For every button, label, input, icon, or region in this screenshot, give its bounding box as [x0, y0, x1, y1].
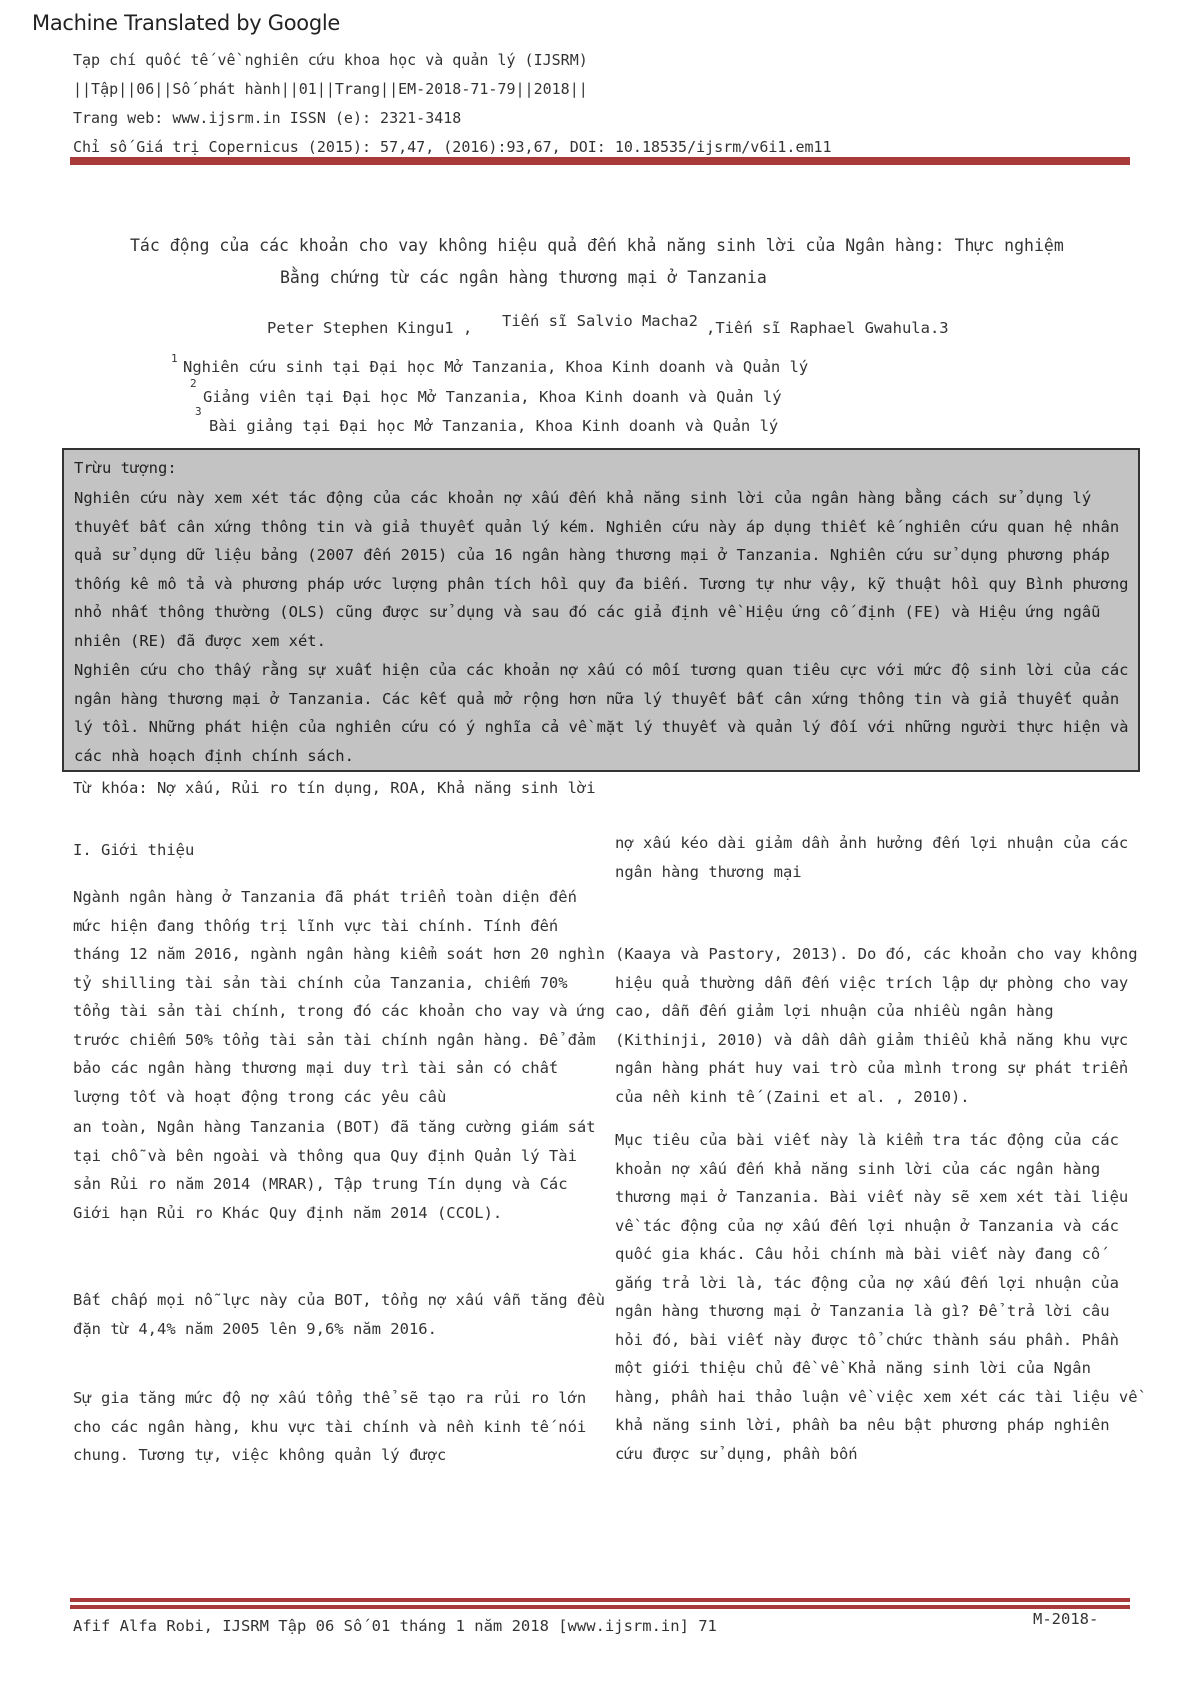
footer-citation: Afif Alfa Robi, IJSRM Tập 06 Số 01 tháng 1 năm 2018 [www.ijsrm.in] 71 — [73, 1617, 717, 1635]
paper-title-line-1: Tác động của các khoản cho vay không hiệu quả đến khả năng sinh lời của Ngân hàng: Thực nghiệm — [130, 236, 1064, 255]
journal-website-issn: Trang web: www.ijsrm.in ISSN (e): 2321-3418 — [73, 109, 462, 127]
intro-paragraph-1: Ngành ngân hàng ở Tanzania đã phát triển toàn diện đến mức hiện đang thống trị lĩnh vực tài chính. Tính đến tháng 12 năm 2016, ngành ngân hàng kiểm soát hơn 20 nghìn tỷ shilling tài sản tài chính của Tanzania, chiếm 70% tổng tài sản tài chính, trong đó các khoản cho vay và ứng trước chiếm 50% tổng tài sản tài chính ngân hàng. Để đảm bảo các ngân hàng thương mại duy trì tài sản có chất lượng tốt và hoạt động trong các yêu cầu — [73, 888, 605, 1106]
affiliation-2-text: Giảng viên tại Đại học Mở Tanzania, Khoa Kinh doanh và Quản lý — [203, 388, 782, 406]
paper-title-line-2: Bằng chứng từ các ngân hàng thương mại ở Tanzania — [280, 268, 767, 287]
section-heading-introduction: I. Giới thiệu — [73, 841, 195, 859]
abstract-paragraph-2: Nghiên cứu cho thấy rằng sự xuất hiện của các khoản nợ xấu có mối tương quan tiêu cực với mức độ sinh lời của các ngân hàng thương mại ở Tanzania. Các kết quả mở rộng hơn nữa lý thuyết bất cân xứng thông tin và giả thuyết quản lý tồi. Những phát hiện của nghiên cứu có ý nghĩa cả về mặt lý thuyết và quản lý đối với những người thực hiện và các nhà hoạch định chính sách. — [74, 661, 1129, 765]
right-paragraph-1: nợ xấu kéo dài giảm dần ảnh hưởng đến lợi nhuận của các ngân hàng thương mại — [615, 834, 1129, 881]
intro-paragraph-1-continued: an toàn, Ngân hàng Tanzania (BOT) đã tăng cường giám sát tại chỗ và bên ngoài và thông qua Quy định Quản lý Tài sản Rủi ro năm 2014 (MRAR), Tập trung Tín dụng và Các Giới hạn Rủi ro Khác Quy định năm 2014 (CCOL). — [73, 1118, 596, 1222]
abstract-heading: Trừu tượng: — [74, 459, 177, 477]
journal-name: Tạp chí quốc tế về nghiên cứu khoa học và quản lý (IJSRM) — [73, 51, 588, 69]
keywords: Từ khóa: Nợ xấu, Rủi ro tín dụng, ROA, Khả năng sinh lời — [73, 779, 596, 797]
affiliation-1-marker: 1 — [171, 352, 178, 365]
author-1: Peter Stephen Kingu1 , — [267, 319, 473, 337]
abstract-paragraph-1: Nghiên cứu này xem xét tác động của các khoản nợ xấu đến khả năng sinh lời của ngân hàng bằng cách sử dụng lý thuyết bất cân xứng thông tin và giả thuyết quản lý kém. Nghiên cứu này áp dụng thiết kế nghiên cứu quan hệ nhân quả sử dụng dữ liệu bảng (2007 đến 2015) của 16 ngân hàng thương mại ở Tanzania. Nghiên cứu sử dụng phương pháp thống kê mô tả và phương pháp ước lượng phân tích hồi quy đa biến. Tương tự như vậy, kỹ thuật hồi quy Bình phương nhỏ nhất thông thường (OLS) cũng được sử dụng và sau đó các giả định về Hiệu ứng cố định (FE) và Hiệu ứng ngẫu nhiên (RE) đã được xem xét. — [74, 489, 1129, 650]
affiliation-3-text: Bài giảng tại Đại học Mở Tanzania, Khoa Kinh doanh và Quản lý — [209, 417, 779, 435]
footer-rule-top — [70, 1598, 1130, 1602]
abstract-box — [62, 448, 1140, 772]
affiliation-3-marker: 3 — [195, 405, 202, 418]
footer-page-code: M-2018- — [1033, 1610, 1099, 1628]
author-3: ,Tiến sĩ Raphael Gwahula.3 — [706, 319, 949, 337]
header-rule — [70, 157, 1130, 165]
affiliation-1-text: Nghiên cứu sinh tại Đại học Mở Tanzania, Khoa Kinh doanh và Quản lý — [183, 358, 809, 376]
journal-issue-info: ||Tập||06||Số phát hành||01||Trang||EM-2018-71-79||2018|| — [73, 80, 588, 98]
author-2: Tiến sĩ Salvio Macha2 — [502, 312, 698, 330]
intro-paragraph-2: Bất chấp mọi nỗ lực này của BOT, tổng nợ xấu vẫn tăng đều đặn từ 4,4% năm 2005 lên 9,6% năm 2016. — [73, 1291, 605, 1338]
footer-rule-bottom — [70, 1605, 1130, 1609]
right-paragraph-2: (Kaaya và Pastory, 2013). Do đó, các khoản cho vay không hiệu quả thường dẫn đến việc trích lập dự phòng cho vay cao, dẫn đến giảm lợi nhuận của nhiều ngân hàng (Kithinji, 2010) và dần dần giảm thiểu khả năng khu vực ngân hàng phát huy vai trò của mình trong sự phát triển của nền kinh tế (Zaini et al. , 2010). — [615, 945, 1138, 1106]
machine-translation-banner: Machine Translated by Google — [32, 11, 341, 35]
intro-paragraph-3: Sự gia tăng mức độ nợ xấu tổng thể sẽ tạo ra rủi ro lớn cho các ngân hàng, khu vực tài chính và nền kinh tế nói chung. Tương tự, việc không quản lý được — [73, 1389, 587, 1464]
right-paragraph-3: Mục tiêu của bài viết này là kiểm tra tác động của các khoản nợ xấu đến khả năng sinh lời của các ngân hàng thương mại ở Tanzania. Bài viết này sẽ xem xét tài liệu về tác động của nợ xấu đến lợi nhuận ở Tanzania và các quốc gia khác. Câu hỏi chính mà bài viết này đang cố gắng trả lời là, tác động của nợ xấu đến lợi nhuận của ngân hàng thương mại ở Tanzania là gì? Để trả lời câu hỏi đó, bài viết này được tổ chức thành sáu phần. Phần một giới thiệu chủ đề về Khả năng sinh lời của Ngân hàng, phần hai thảo luận về việc xem xét các tài liệu về khả năng sinh lời, phần ba nêu bật phương pháp nghiên cứu được sử dụng, phần bốn — [615, 1131, 1138, 1463]
journal-index-doi: Chỉ số Giá trị Copernicus (2015): 57,47, (2016):93,67, DOI: 10.18535/ijsrm/v6i1.em11 — [73, 138, 832, 156]
affiliation-2-marker: 2 — [190, 377, 197, 390]
